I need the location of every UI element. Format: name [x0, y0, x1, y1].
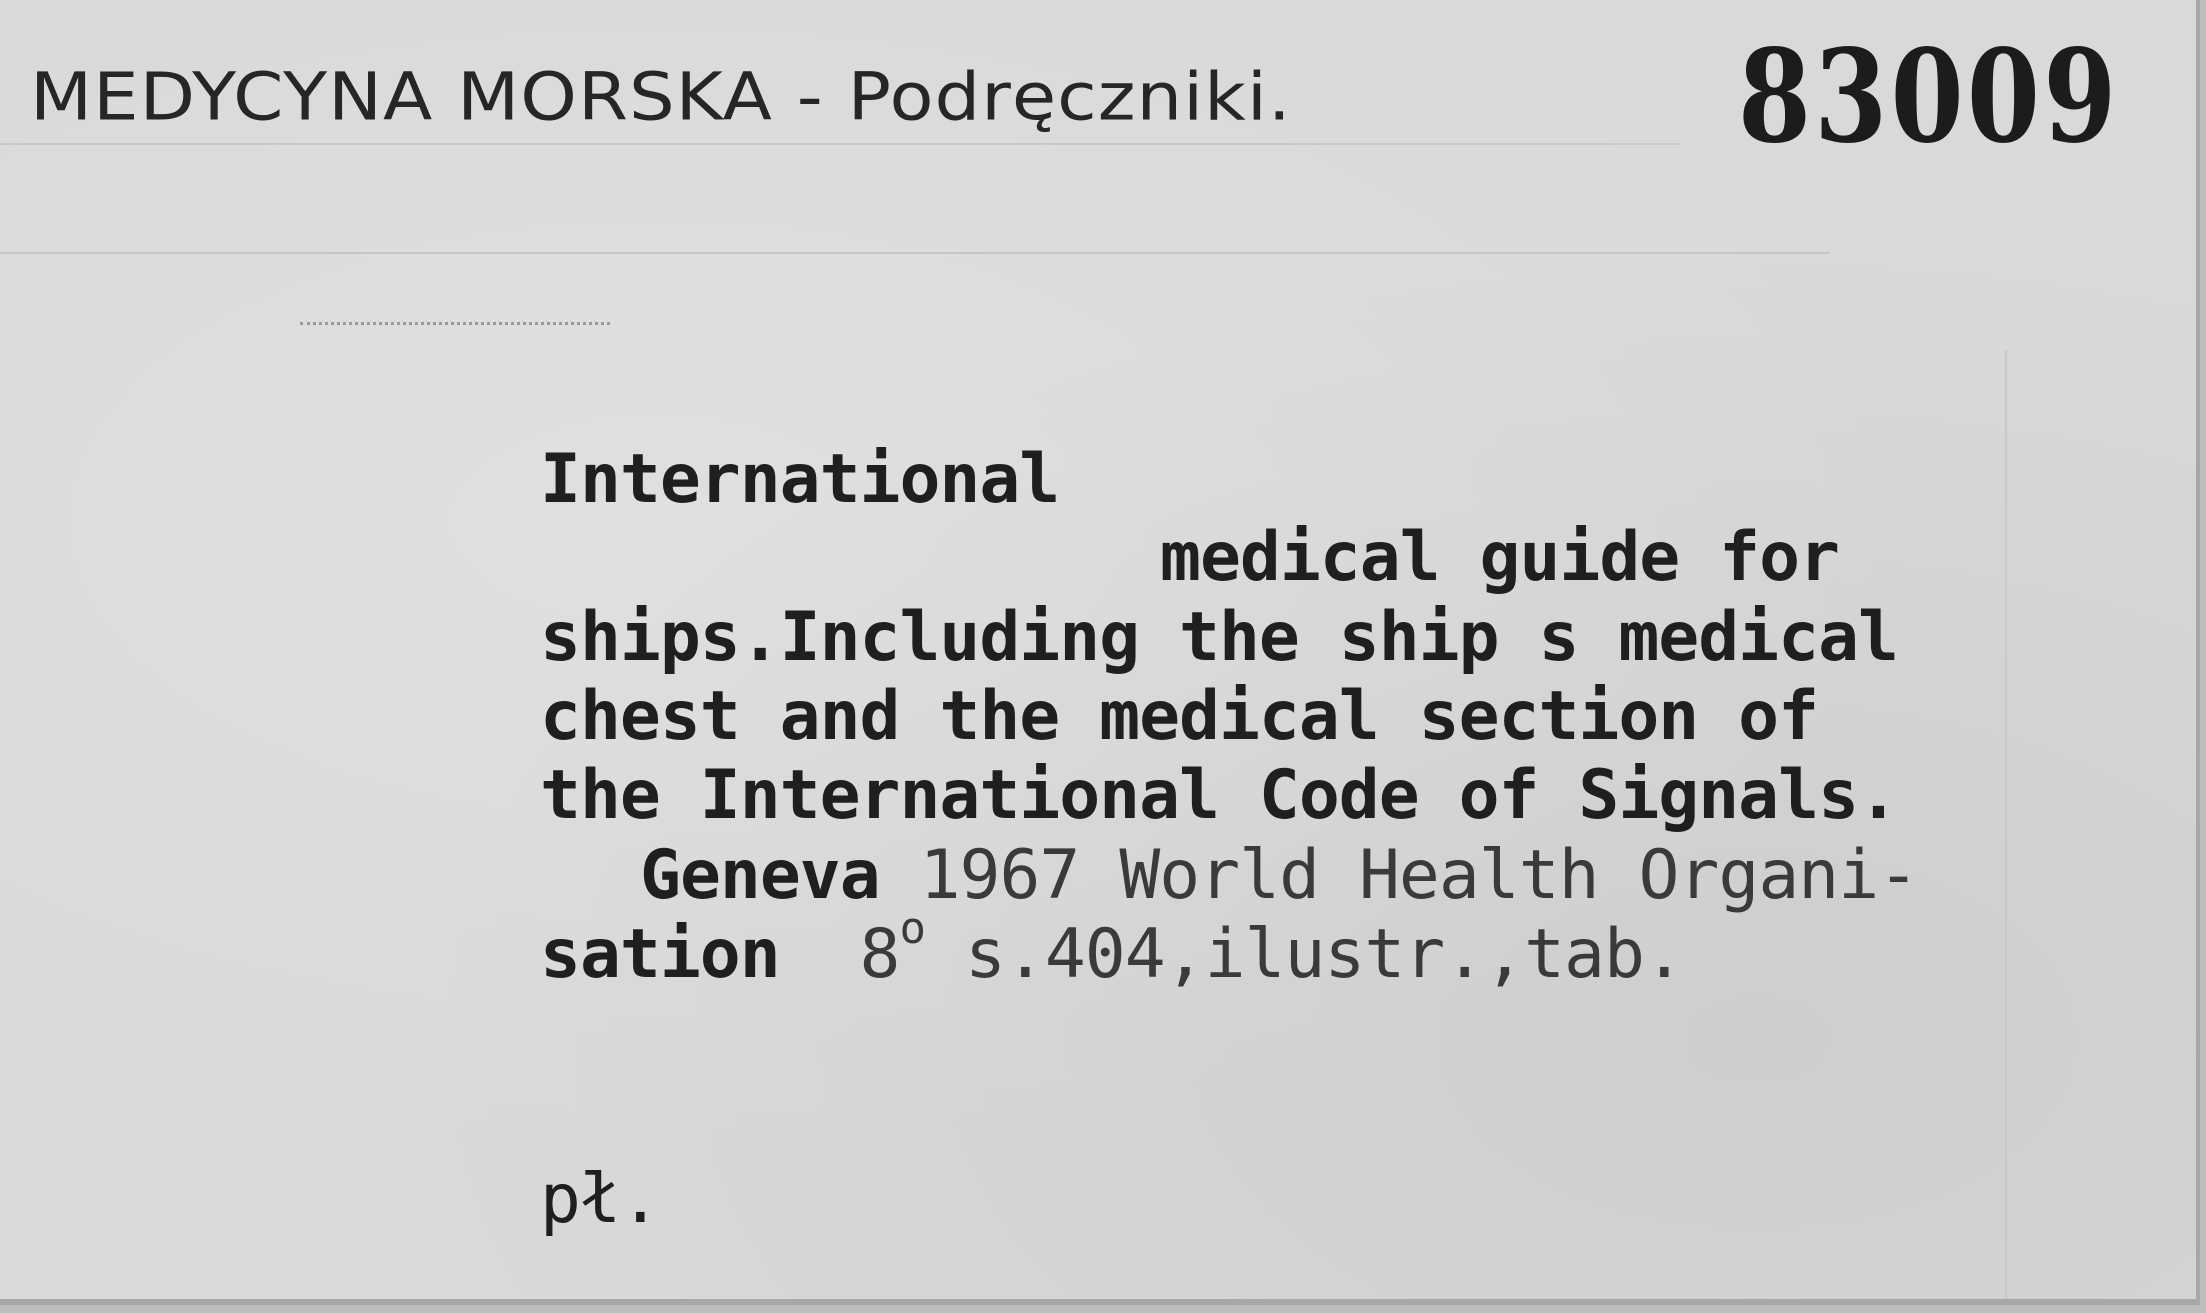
subject-heading: MEDYCYNA MORSKA - Podręczniki.	[30, 58, 1292, 136]
dotted-rule	[300, 322, 610, 325]
catalog-number-stamp: 83009	[1738, 22, 2120, 172]
imprint-publisher: World Health Organi-	[1119, 836, 1919, 915]
card-margin-line	[2005, 350, 2007, 1300]
card-ruled-line	[0, 143, 1680, 145]
title-line: International	[540, 440, 1060, 519]
imprint-format-sup: o	[899, 903, 925, 954]
imprint-place: Geneva	[640, 836, 880, 915]
title-line: chest and the medical section of	[540, 677, 1819, 756]
imprint-publisher-cont: sation	[540, 915, 780, 994]
title-line: medical guide for	[1160, 518, 1839, 597]
imprint-pages: s.404,ilustr.,tab.	[964, 915, 1684, 994]
imprint-format: 8	[859, 915, 900, 994]
imprint-year: 1967	[919, 836, 1080, 915]
card-ruled-line	[0, 252, 1830, 254]
cataloger-initials: pł.	[540, 1160, 660, 1239]
imprint-line	[540, 903, 1684, 1003]
title-line: the International Code of Signals.	[540, 756, 1898, 835]
imprint-line	[640, 836, 1918, 916]
title-line: ships.Including the ship s medical	[540, 598, 1898, 677]
